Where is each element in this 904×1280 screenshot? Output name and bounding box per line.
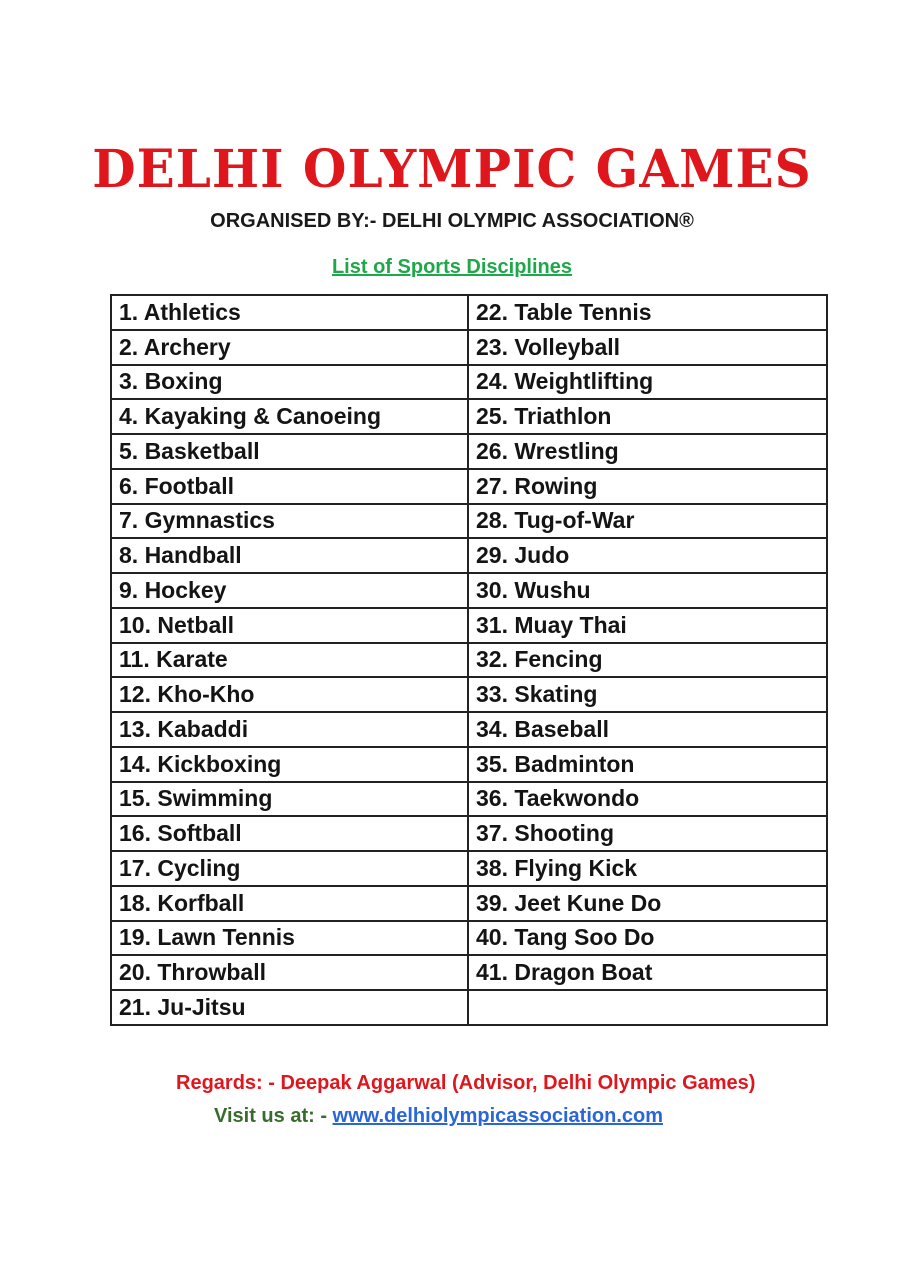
sport-cell (468, 990, 827, 1025)
sport-cell: 15. Swimming (111, 782, 468, 817)
sport-cell: 41. Dragon Boat (468, 955, 827, 990)
visit-line (214, 1102, 663, 1130)
sport-cell: 21. Ju-Jitsu (111, 990, 468, 1025)
table-row (111, 538, 827, 573)
table-row (111, 677, 827, 712)
sport-cell: 37. Shooting (468, 816, 827, 851)
table-row (111, 295, 827, 330)
table-row (111, 434, 827, 469)
sport-cell: 10. Netball (111, 608, 468, 643)
table-row (111, 990, 827, 1025)
sport-cell: 33. Skating (468, 677, 827, 712)
sport-cell: 26. Wrestling (468, 434, 827, 469)
table-row (111, 851, 827, 886)
table-row (111, 816, 827, 851)
table-row (111, 573, 827, 608)
website-link[interactable]: www.delhiolympicassociation.com (332, 1105, 663, 1127)
sport-cell: 34. Baseball (468, 712, 827, 747)
sport-cell: 8. Handball (111, 538, 468, 573)
sport-cell: 29. Judo (468, 538, 827, 573)
sport-cell: 38. Flying Kick (468, 851, 827, 886)
page-title: DELHI OLYMPIC GAMES (92, 137, 812, 200)
sport-cell: 35. Badminton (468, 747, 827, 782)
table-row (111, 921, 827, 956)
sport-cell: 27. Rowing (468, 469, 827, 504)
sport-cell: 11. Karate (111, 643, 468, 678)
table-row (111, 365, 827, 400)
sport-cell: 14. Kickboxing (111, 747, 468, 782)
sport-cell: 39. Jeet Kune Do (468, 886, 827, 921)
sport-cell: 30. Wushu (468, 573, 827, 608)
table-row (111, 955, 827, 990)
table-row (111, 747, 827, 782)
sport-cell: 12. Kho-Kho (111, 677, 468, 712)
sport-cell: 6. Football (111, 469, 468, 504)
sports-table-body (111, 295, 827, 1025)
sport-cell: 36. Taekwondo (468, 782, 827, 817)
sport-cell: 16. Softball (111, 816, 468, 851)
sport-cell: 3. Boxing (111, 365, 468, 400)
table-row (111, 608, 827, 643)
sport-cell: 2. Archery (111, 330, 468, 365)
table-row (111, 782, 827, 817)
sport-cell: 25. Triathlon (468, 399, 827, 434)
sport-cell: 22. Table Tennis (468, 295, 827, 330)
sports-table (110, 294, 828, 1026)
sport-cell: 23. Volleyball (468, 330, 827, 365)
sport-cell: 31. Muay Thai (468, 608, 827, 643)
table-row (111, 504, 827, 539)
visit-label: Visit us at: - (214, 1105, 333, 1127)
table-row (111, 886, 827, 921)
sport-cell: 7. Gymnastics (111, 504, 468, 539)
sport-cell: 4. Kayaking & Canoeing (111, 399, 468, 434)
organiser-line: ORGANISED BY:- DELHI OLYMPIC ASSOCIATION® (210, 210, 694, 232)
sport-cell: 9. Hockey (111, 573, 468, 608)
sport-cell: 28. Tug-of-War (468, 504, 827, 539)
sport-cell: 19. Lawn Tennis (111, 921, 468, 956)
sport-cell: 40. Tang Soo Do (468, 921, 827, 956)
sport-cell: 24. Weightlifting (468, 365, 827, 400)
table-row (111, 399, 827, 434)
list-heading: List of Sports Disciplines (331, 256, 573, 278)
sport-cell: 20. Throwball (111, 955, 468, 990)
table-row (111, 469, 827, 504)
sport-cell: 18. Korfball (111, 886, 468, 921)
sport-cell: 13. Kabaddi (111, 712, 468, 747)
sport-cell: 5. Basketball (111, 434, 468, 469)
sport-cell: 32. Fencing (468, 643, 827, 678)
sport-cell: 1. Athletics (111, 295, 468, 330)
regards-line: Regards: - Deepak Aggarwal (Advisor, Delhi Olympic Games) (176, 1072, 756, 1094)
table-row (111, 330, 827, 365)
table-row (111, 712, 827, 747)
table-row (111, 643, 827, 678)
sport-cell: 17. Cycling (111, 851, 468, 886)
